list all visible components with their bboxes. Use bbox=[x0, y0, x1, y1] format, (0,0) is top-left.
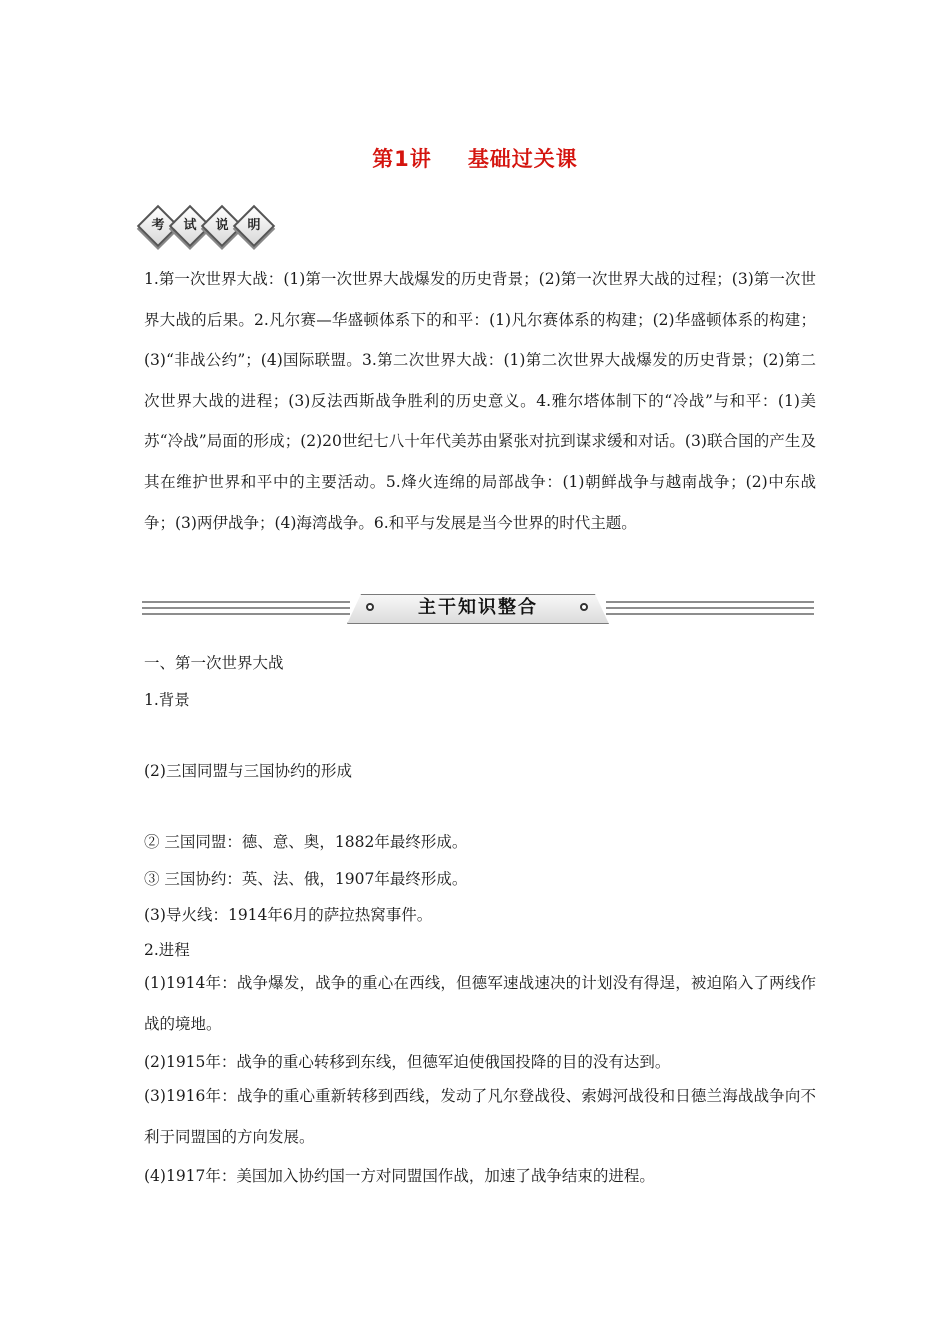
badge-diamond: 试 bbox=[169, 205, 211, 247]
progress-1915: (2)1915年：战争的重心转移到东线，但德军迫使俄国投降的目的没有达到。 bbox=[144, 1053, 671, 1071]
lecture-name: 基础过关课 bbox=[467, 147, 578, 171]
progress-1917: (4)1917年：美国加入协约国一方对同盟国作战，加速了战争结束的进程。 bbox=[144, 1167, 655, 1185]
badge-diamond: 说 bbox=[201, 205, 243, 247]
exam-description-badge bbox=[143, 207, 271, 243]
exam-description-text: 1.第一次世界大战：(1)第一次世界大战爆发的历史背景；(2)第一次世界大战的过程；(3)第一次世界大战的后果。2.凡尔赛—华盛顿体系下的和平：(1)凡尔赛体系的构建；(2)华盛顿体系的构建；(3)“非战公约”；(4)国际联盟。3.第二次世界大战：(1)第二次世界大战爆发的历史背景；(2)第二次世界大战的进程；(3)反法西斯战争胜利的历史意义。4.雅尔塔体制下的“冷战”与和平：(1)美苏“冷战”局面的形成；(2)20世纪七八十年代美苏由紧张对抗到谋求缓和对话。(3)联合国的产生及其在维护世界和平中的主要活动。5.烽火连绵的局部战争：(1)朝鲜战争与越南战争；(2)中东战争；(3)两伊战争；(4)海湾战争。6.和平与发展是当今世界的时代主题。 bbox=[144, 270, 816, 532]
lecture-number: 第1讲 bbox=[372, 147, 432, 171]
section-banner bbox=[142, 594, 814, 622]
subheading-progress: 2.进程 bbox=[144, 941, 190, 959]
section-heading: 一、第一次世界大战 bbox=[144, 654, 284, 672]
subheading-background: 1.背景 bbox=[144, 691, 190, 709]
banner-title: 主干知识整合 bbox=[418, 597, 538, 618]
badge-diamond: 考 bbox=[137, 205, 179, 247]
progress-1914: (1)1914年：战争爆发，战争的重心在西线，但德军速战速决的计划没有得逞，被迫陷入了两线作战的境地。 bbox=[144, 974, 816, 1033]
item-fuse: (3)导火线：1914年6月的萨拉热窝事件。 bbox=[144, 906, 433, 924]
item-alliances: (2)三国同盟与三国协约的形成 bbox=[144, 762, 352, 780]
badge-diamond: 明 bbox=[233, 205, 275, 247]
item-triple-alliance: ② 三国同盟：德、意、奥，1882年最终形成。 bbox=[144, 833, 468, 851]
page-title bbox=[0, 143, 950, 173]
item-triple-entente: ③ 三国协约：英、法、俄，1907年最终形成。 bbox=[144, 870, 468, 888]
progress-1916: (3)1916年：战争的重心重新转移到西线，发动了凡尔登战役、索姆河战役和日德兰海战战争向不利于同盟国的方向发展。 bbox=[144, 1087, 816, 1146]
